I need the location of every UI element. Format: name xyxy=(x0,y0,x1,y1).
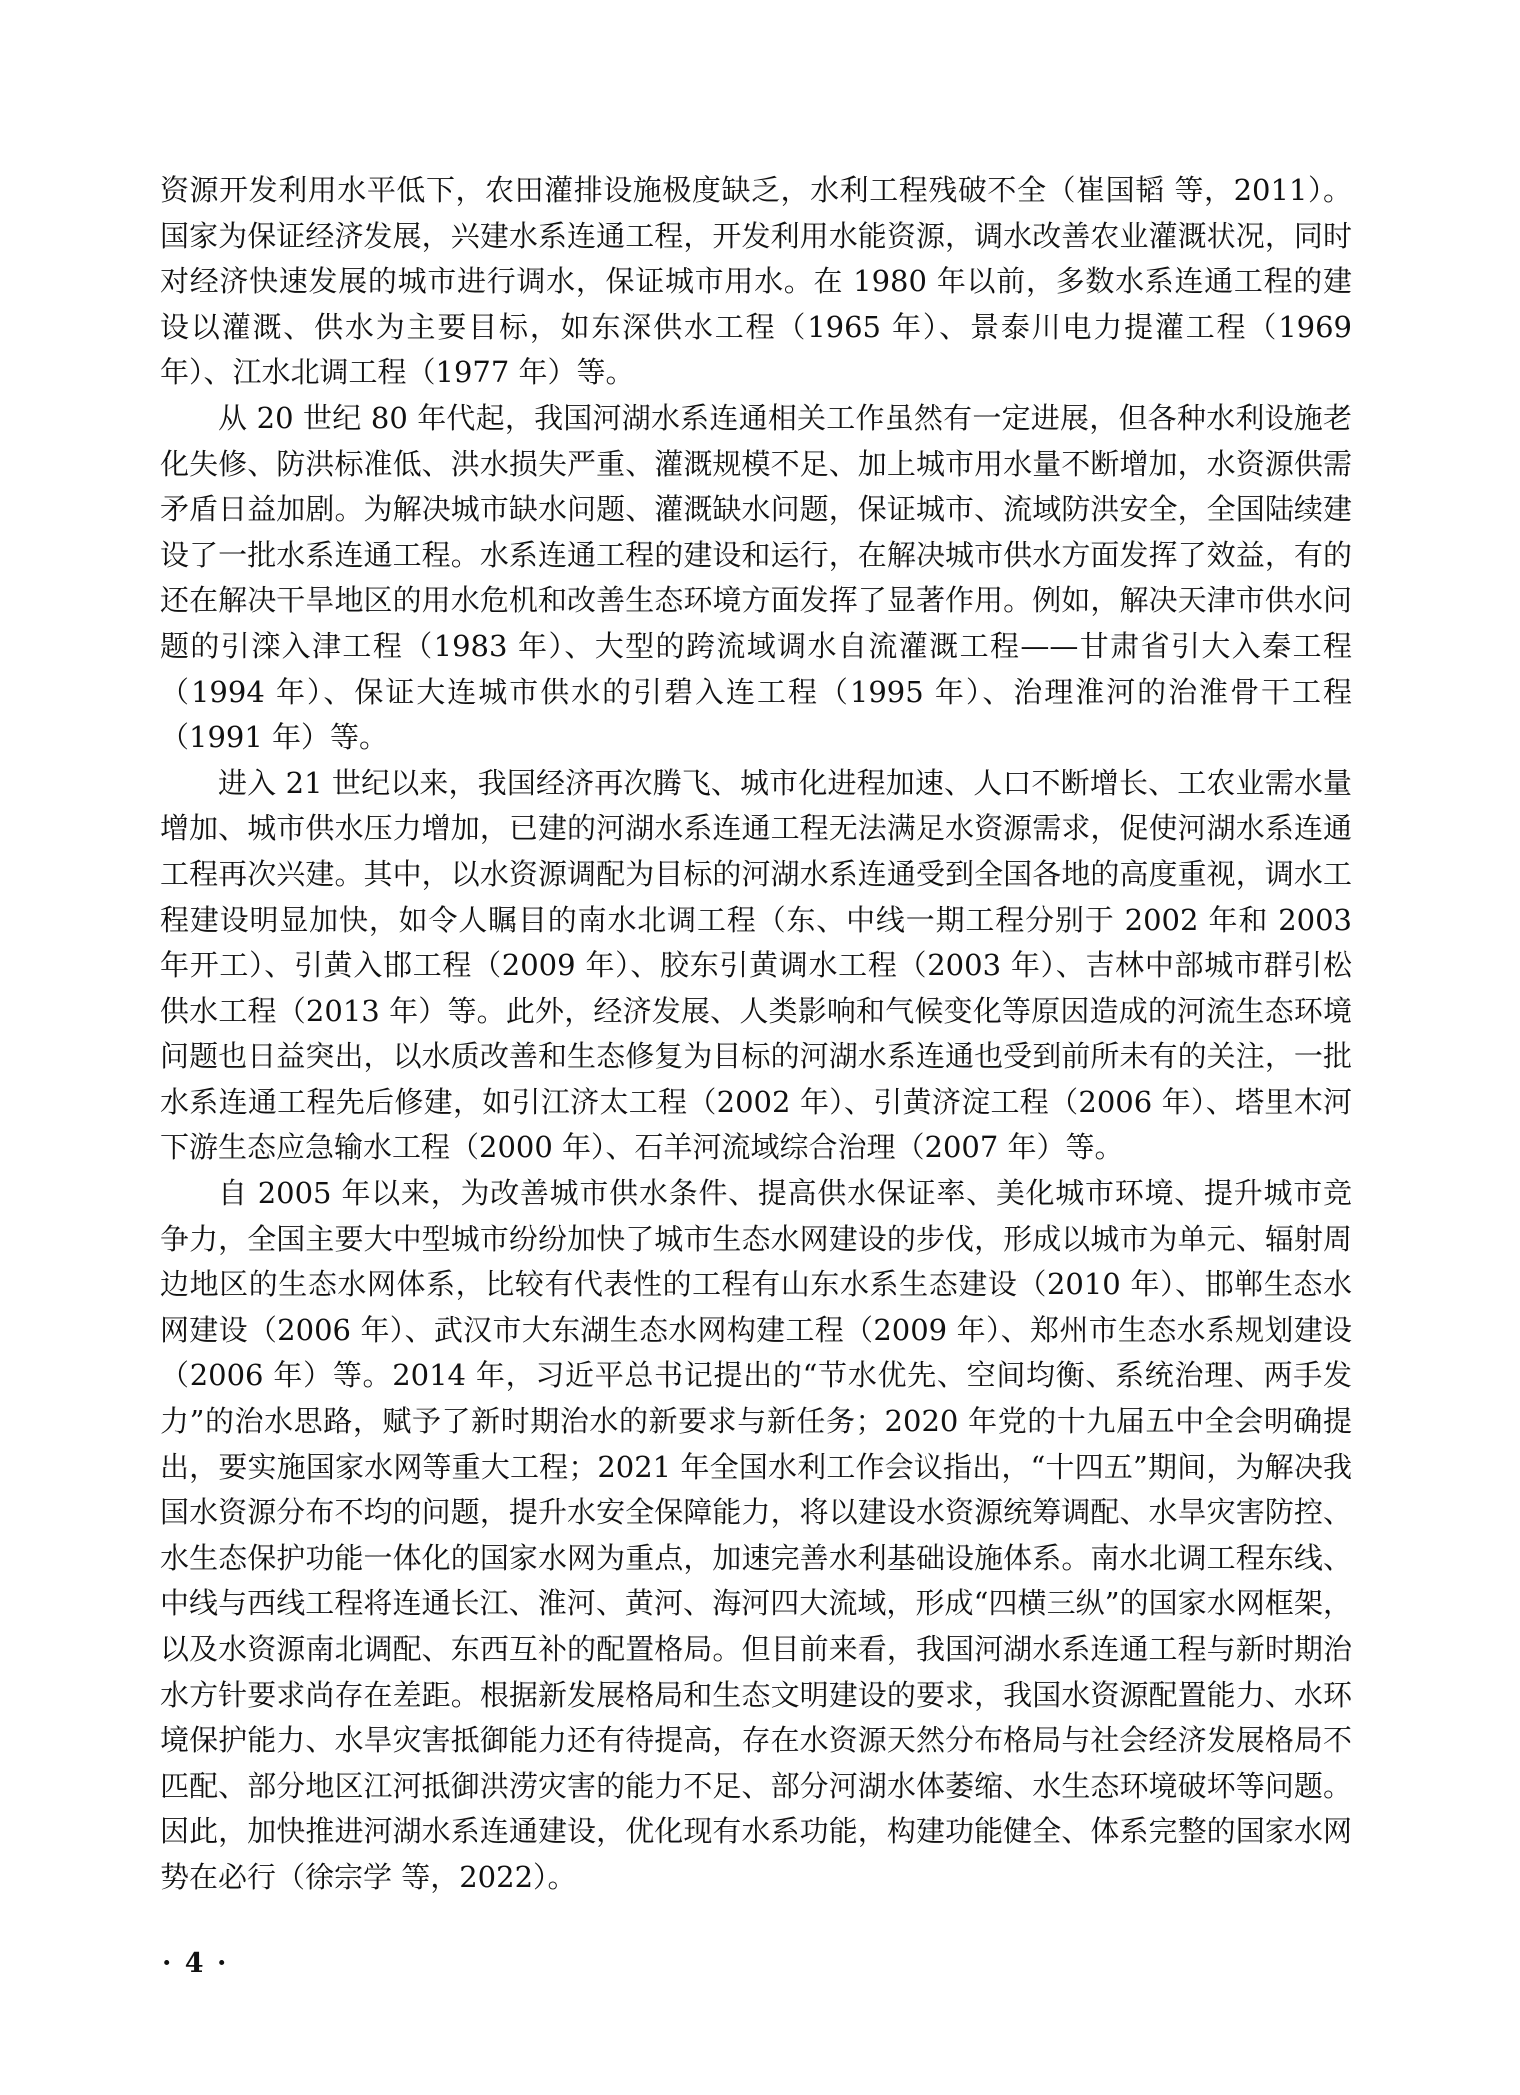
body-text xyxy=(160,168,1352,1901)
paragraph-21st-century: 进入 21 世纪以来，我国经济再次腾飞、城市化进程加速、人口不断增长、工农业需水量增加、城市供水压力增加，已建的河湖水系连通工程无法满足水资源需求，促使河湖水系连通工程再次兴建。其中，以水资源调配为目标的河湖水系连通受到全国各地的高度重视，调水工程建设明显加快，如令人瞩目的南水北调工程（东、中线一期工程分别于 2002 年和 2003 年开工）、引黄入邯工程（2009 年）、胶东引黄调水工程（2003 年）、吉林中部城市群引松供水工程（2013 年）等。此外，经济发展、人类影响和气候变化等原因造成的河流生态环境问题也日益突出，以水质改善和生态修复为目标的河湖水系连通也受到前所未有的关注，一批水系连通工程先后修建，如引江济太工程（2002 年）、引黄济淀工程（2006 年）、塔里木河下游生态应急输水工程（2000 年）、石羊河流域综合治理（2007 年）等。 xyxy=(160,765,1352,1165)
paragraph-since-2005: 自 2005 年以来，为改善城市供水条件、提高供水保证率、美化城市环境、提升城市竞争力，全国主要大中型城市纷纷加快了城市生态水网建设的步伐，形成以城市为单元、辐射周边地区的生态水网体系，比较有代表性的工程有山东水系生态建设（2010 年）、邯郸生态水网建设（2006 年）、武汉市大东湖生态水网构建工程（2009 年）、郑州市生态水系规划建设（2006 年）等。2014 年，习近平总书记提出的“节水优先、空间均衡、系统治理、两手发力”的治水思路，赋予了新时期治水的新要求与新任务；2020 年党的十九届五中全会明确提出，要实施国家水网等重大工程；2021 年全国水利工作会议指出，“十四五”期间，为解决我国水资源分布不均的问题，提升水安全保障能力，将以建设水资源统筹调配、水旱灾害防控、水生态保护功能一体化的国家水网为重点，加速完善水利基础设施体系。南水北调工程东线、中线与西线工程将连通长江、淮河、黄河、海河四大流域，形成“四横三纵”的国家水网框架，以及水资源南北调配、东西互补的配置格局。但目前来看，我国河湖水系连通工程与新时期治水方针要求尚存在差距。根据新发展格局和生态文明建设的要求，我国水资源配置能力、水环境保护能力、水旱灾害抵御能力还有待提高，存在水资源天然分布格局与社会经济发展格局不匹配、部分地区江河抵御洪涝灾害的能力不足、部分河湖水体萎缩、水生态环境破坏等问题。因此，加快推进河湖水系连通建设，优化现有水系功能，构建功能健全、体系完整的国家水网势在必行（徐宗学 等，2022）。 xyxy=(160,1176,1352,1894)
paragraph-1980s: 从 20 世纪 80 年代起，我国河湖水系连通相关工作虽然有一定进展，但各种水利设施老化失修、防洪标准低、洪水损失严重、灌溉规模不足、加上城市用水量不断增加，水资源供需矛盾日益加剧。为解决城市缺水问题、灌溉缺水问题，保证城市、流域防洪安全，全国陆续建设了一批水系连通工程。水系连通工程的建设和运行，在解决城市供水方面发挥了效益，有的还在解决干旱地区的用水危机和改善生态环境方面发挥了显著作用。例如，解决天津市供水问题的引滦入津工程（1983 年）、大型的跨流域调水自流灌溉工程——甘肃省引大入秦工程（1994 年）、保证大连城市供水的引碧入连工程（1995 年）、治理淮河的治淮骨干工程（1991 年）等。 xyxy=(160,400,1352,755)
page-number: · 4 · xyxy=(162,1948,229,1979)
paragraph-continued: 资源开发利用水平低下，农田灌排设施极度缺乏，水利工程残破不全（崔国韬 等，2011）。国家为保证经济发展，兴建水系连通工程，开发利用水能资源，调水改善农业灌溉状况，同时对经济快速发展的城市进行调水，保证城市用水。在 1980 年以前，多数水系连通工程的建设以灌溉、供水为主要目标，如东深供水工程（1965 年）、景泰川电力提灌工程（1969 年）、江水北调工程（1977 年）等。 xyxy=(160,173,1352,390)
